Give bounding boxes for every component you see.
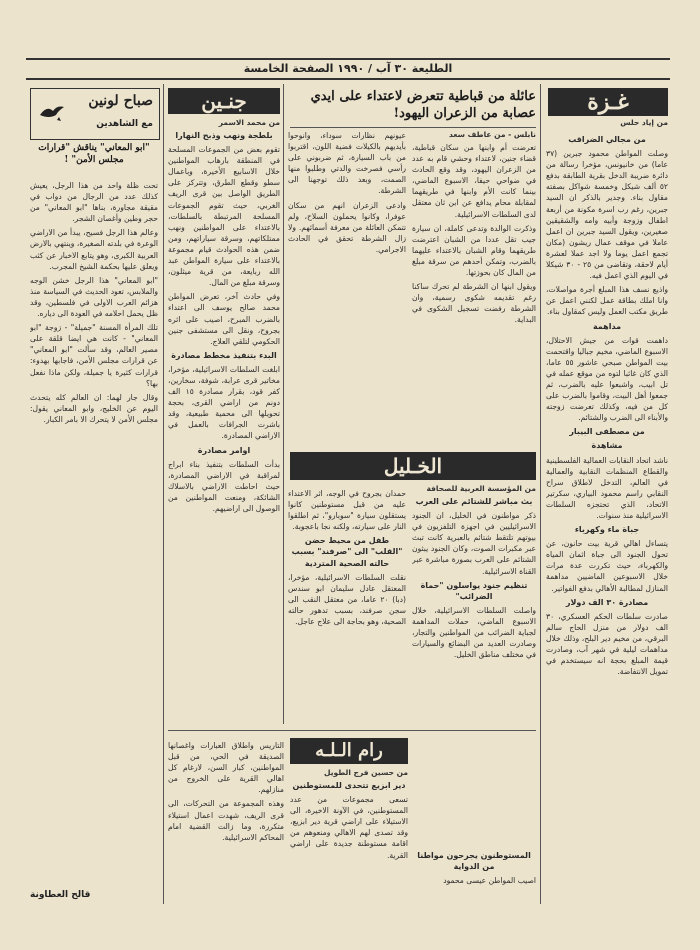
gaza-paragraph: ناشد اتحاد النقابات العمالية الفلسطينية والقطاع المنظمات النقابية والعمالية في العالم، التدخل لاطلاق سراح النقابي راسم محمود البياري، سكرتير الاتحاد، الذي تحتجزه السلطات الاسرائيلية منذ سنوات.: [546, 455, 668, 520]
gaza-subhead: جباة ماء وكهرباء: [574, 525, 640, 535]
ramallah-subhead: المستوطنون يجرحون مواطنا من الدواية: [417, 851, 531, 872]
salah-column: [30, 180, 158, 888]
main-column-2: [288, 130, 406, 442]
ramallah-title-text: رام الـلـه: [315, 740, 383, 761]
ramallah-subhead: دير ابزيع تتحدى للمستوطنين: [292, 781, 406, 790]
gaza-subhead: مداهمة: [592, 321, 622, 331]
hebron-paragraph: واصلت السلطات الاسرائيلية، خلال الاسبوع الماضي، حملات المداهمة لجباية الضرائب من المواطنين والتجار، وصادرت العديد من البضائع والسيارات في مختلف مناطق الخليل.: [412, 605, 536, 660]
ramallah-paragraph: التاريس واطلاق العبارات واغصانها الصديقة في الحي، من قبل المواطنين، كبار السن، لارغام كل اهالي القرية على الخروج من منازلهم.: [168, 741, 284, 795]
jenin-paragraph: تقوم بعض من الجموعات المسلحة في المنطقة بارهاب المواطنين خلال الاسابيع الأخيرة، وباعمال سطو وقطع الطرق، وتتركز على الطريق الواصل بين قرى الريف الغربي، حيث تقوم الجموعات المسلحة المرتبطة بالسلطات، بالاعتداء على المواطنين ونهب ممتلكاتهم، وسرقة سياراتهم، ومن ضمن هذه الحوادث قيام مجموعة بالاعتداء على سيارة المواطن عبد الله ربايعة، من قرية ميثلون، وسرقة مبلغ من المال.: [168, 145, 280, 288]
ramallah-paragraph: وهذه المجموعة من التحركات، الى قرى الريف، شهدت اعمال استيلاء متكررة، وما زالت القضية امام المحاكم الاسرائيلية.: [168, 799, 284, 842]
gaza-byline-2: من مصطفى البيبار: [569, 427, 645, 437]
jenin-subhead: اوامر مصادرة: [197, 445, 251, 455]
ramallah-column-3: [412, 850, 536, 920]
gaza-author: من مجالي الضراقب: [568, 135, 646, 144]
headline-rule: [290, 127, 536, 128]
gaza-column: [546, 134, 668, 904]
main-paragraph: ويقول ابنها ان الشرطة لم تحرك ساكنا رغم تقديمه شكوى رسمية، وان الشرطة رفضت تسجيل الشكوى في البداية.: [412, 282, 536, 325]
ramallah-byline-2: اصيب المواطن عيسى محمود: [443, 876, 536, 886]
salah-title: "ابو المعاني" يناقش "قرارات مجلس الأمن" !: [38, 143, 150, 165]
main-headline: عائلة من قباطية تتعرض لاعتداء على ايدي عصابة من الزعران اليهود!: [310, 89, 536, 121]
gaza-paragraph: وصلت المواطن محمود جبرين (٣٧ عاما) من خانيونس، مؤخرا رسالة من دائرة ضريبة الدخل بقرية الطابقة بدفع ٥٢ ألف شيكل وخمسة شواكل بصفته مقاول بناء. وجدير بالذكر ان السيد جبرين، رغم رب اسرة مكونة من أربعة اطفال وزوجة وأبيه وامه والشقيقين صغيرين، ويقول السيد جبرين ان اعمل عاملا في موقف عمال ريشون (مكان تجمع اعمل يوما ولا اجد عملا لعشرة أيام لاحقة، وتقاضى من ٢٥ - ٣٠ شيكلا في اليوم الذي اعمل فيه.: [546, 149, 668, 281]
bird-icon: [39, 103, 65, 123]
hebron-paragraph: نقلت السلطات الاسرائيلية، مؤخرا، المعتقل عادل سليمان ابو سندس (دبا) ٢٠ عاما، من معتقل النقب الى سجن صرفند، بسبب تدهور حالته الصحية، وهو بحاجة الى علاج عاجل.: [288, 572, 406, 627]
main-paragraph: تعرضت أم وابنها من سكان قباطية، قضاء جنين، لاعتداء وحشي قام به عدد من الزعران اليهود، وقد وقع الحادث في ضواحي حيفا، الاسبوع الماضي، بينما كانت الأم وابنها في طريقهما لمقابلة محام يدافع عن ابن ثان معتقل لدى السلطات الاسرائيلية.: [412, 143, 536, 219]
jenin-section-title: [168, 88, 280, 114]
ramallah-byline: من حسين فرج الطويل: [324, 768, 408, 777]
hebron-subhead: طفل من محيط حضن "القلب" الى "صرفند" بسبب حالته الصحية المتردية: [291, 536, 403, 568]
gaza-paragraph: يتساءل اهالي قرية بيت حانون، عن تحول الجنود الى جباة اثمان المياه والكهرباء، حيث تكررت عدة مرات خلال الاسبوعين الماضيين مداهمة المنازل لمطالبة الأهالي بدفع الفواتير.: [546, 539, 668, 593]
hebron-column-1: [412, 496, 536, 896]
jenin-byline: من محمد الاسمر: [218, 118, 280, 127]
column-logo-sub: مع الشاهدين: [96, 119, 153, 129]
gaza-title-text: غـزة: [587, 89, 629, 115]
main-paragraph: وذكرت الوالدة وتدعى كاملة، ان سيارة جيب تقل عددا من الشبان اعترضت طريقهما وقام الشبان بالاعتداء عليهما بالضرب، وتمكن أحدهم من سرقة مبلغ من المال كان بحوزتها.: [412, 223, 536, 278]
main-paragraph: عيونهم نظارات سوداء، وانوحوا بأيديهم بالكيلات فضية اللون، اقتربوا من باب السيارة، ثم ضربوني على رأسي فصرخت والدتي وطلبوا منها الصمت، وبعد ذلك توجهنا الى الشرطة.: [288, 131, 406, 196]
main-column-1: [412, 142, 536, 442]
jenin-subhead: البدء بتنفيذ مخطط مصادرة: [171, 350, 277, 360]
page-header-text: الطليعة ٣٠ آب / ١٩٩٠ الصفحة الخامسة: [243, 62, 453, 75]
hebron-paragraph: حمدان بجروح في الوجه، اثر الاعتداء عليه من قبل مستوطنين كانوا يستقلون سيارة "سوبارو"، ثم اطلقوا النار على سيارته، ولكنه نجا باعجوبة.: [288, 489, 406, 532]
gaza-paragraph: صادرت سلطات الحكم العسكري، ٣٠ الف دولار من منزل الحاج سالم البرقي، من مخيم دير البلح، وذلك خلال مداهمات ليلية في شهر آب، وصادرت قيمة المبلغ بحجة انه سيستخدم في تمويل الانتفاضة.: [546, 611, 668, 677]
hebron-column-2: [288, 488, 406, 728]
gaza-section-title: [548, 88, 668, 116]
column-rule: [540, 84, 541, 904]
ramallah-section-title: [290, 738, 408, 764]
jenin-paragraph: بدأت السلطات بتنفيذ بناء ابراج لمراقبة في الاراضي المصادرة، حيث احاطت الاراضي بالاسلاك الشائكة، ومنعت المواطنين من الوصول الى اراضيهم.: [168, 459, 280, 513]
ramallah-column-2: [168, 740, 284, 920]
salah-paragraph: وقال جار لهما: ان العالم كله يتحدث اليوم عن الخليج، وابو المعاني يقول: مجلس الأمن لا يتحرك الا بامر الكبار.: [30, 392, 158, 424]
jenin-paragraph: ابلغت السلطات الاسرائيلية، مؤخرا، مخاتير قرى عرابة، شوفة، سخارين، كفر قود، بقرار مصادرة ١٥ الف دونم من اراضي القرى، بحجة تحويلها الى محمية طبيعية، وقد باشرت الجرافات بالعمل في الاراضي المصادرة.: [168, 364, 280, 441]
jenin-paragraph: وفي حادث آخر، تعرض المواطن محمد صالح يوسف الى اعتداء بالضرب المبرح، اصيب على اثره بجروح، ونقل الى مستشفى جنين الحكومي لتلقي العلاج.: [168, 292, 280, 346]
gaza-subhead: مصادرة ٣٠ الف دولار: [565, 597, 649, 607]
column-logo: صباح لونين: [88, 93, 153, 109]
page-header-strip: [26, 58, 670, 80]
salah-paragraph: تلك المرأة المسنة "جميلة" - زوجة "ابو المعاني" - كانت هي ايضا قلقة على مصير العالم، وقد سألت "ابو المعاني" عن قرارات مجلس الأمن، فاجابها بهدوء: قرارات كثيرة يا جميلة، ولكن ماذا نفعل بها؟: [30, 323, 158, 388]
gaza-subhead: مشاهدة: [591, 441, 623, 451]
hebron-byline: من المؤسسة العربية للصحافة: [426, 484, 536, 493]
ramallah-column-1: [290, 780, 408, 920]
salah-paragraph: تحت ظلة واحد من هذا الرجل، يعيش كذلك عدد من الرجال من دواب في مقيقة مجاورة، بناها "ابو المعاني" من حجر وطين وأغصان الشجر.: [30, 181, 158, 224]
column-logo-box: [30, 88, 160, 140]
ramallah-paragraph: تسعى مجموعات من عدد المستوطنين، في الآونة الاخيرة، الى الاستيلاء على اراضي قرية دير ابزيع، وقد تصدى لهم الاهالي ومنعوهم من اقامة مستوطنة جديدة على اراضي القرية.: [290, 795, 408, 860]
salah-paragraph: "ابو المعاني" هذا الرجل خشن الوجه والملابس، تعود الحديث في السياسة منذ هزائم العرب الاولى في فلسطين، وقد ظل يحمل احلامه في العودة الى دياره.: [30, 275, 158, 319]
section-rule: [168, 730, 536, 731]
gaza-paragraph: واذيع نسف هذا المبلغ أجرة مواصلات، وانا املك بطاقة عمل لكنني اعمل عن طريق مكتب العمل وليس كمقاول بناء.: [546, 285, 668, 317]
jenin-subhead: بلطجة ونهب وذبح النهارا: [175, 131, 273, 140]
main-paragraph: وادعى الزعران انهم من سكان عوفرا، وكانوا يحملون السلاح، ولم تتمكن العائلة من معرفة أسمائهم. ولا زال الشرطة تحقق في الحادث الاجرامي.: [288, 200, 406, 254]
gaza-byline: من إياد حلس: [620, 118, 668, 127]
main-byline: نابلس - من عاطف سعد: [449, 130, 536, 139]
gaza-paragraph: داهمت قوات من جيش الاحتلال، الاسبوع الماضي، مخيم جباليا واقتحمت بيت المواطن صبحي عاشور ٥٥ عاما، الذي كان غائبا لتوه من موقع عمله في تل ابيب، واشبعوا عليه بالضرب، ثم جمعوا أهل البيت، وقاموا بالضرب على كل من فيه، وكذلك تعرضت زوجته والأبناء الى الضرب والشتائم.: [546, 335, 668, 423]
hebron-section-title: [290, 452, 536, 480]
hebron-title-text: الخـليل: [383, 454, 443, 478]
hebron-paragraph: ذكر مواطنون في الخليل، ان الجنود الاسرائيليين في اجهزة التلفزيون في بيوتهم تلتقط شتائم بالعبرية كانت تبث عبر مكبرات الصوت، وكان الجنود يبثون الشتائم على العرب بصورة مباشرة عبر القناة الاسرائيلية.: [412, 511, 536, 576]
column-rule: [163, 84, 164, 904]
salah-paragraph: وعالم هذا الرجل فسيح، يبدأ من الاراضي الوعرة في بلدته الصغيرة، وينتهي بالارض العربية الكبرى، وهو يتابع الاخبار عن كثب ويعلق عليها بحكمة الشيخ المجرب.: [30, 228, 158, 271]
column-rule: [283, 84, 284, 724]
hebron-subhead: بث مباشر للشتائم على العرب: [415, 497, 533, 506]
jenin-column: [168, 130, 280, 720]
salah-signature: قالح العطاونة: [30, 890, 91, 900]
jenin-title-text: جنـين: [201, 89, 247, 113]
hebron-subhead: تنظيم جنود يواسلون "حماة الضرائب": [420, 580, 528, 601]
